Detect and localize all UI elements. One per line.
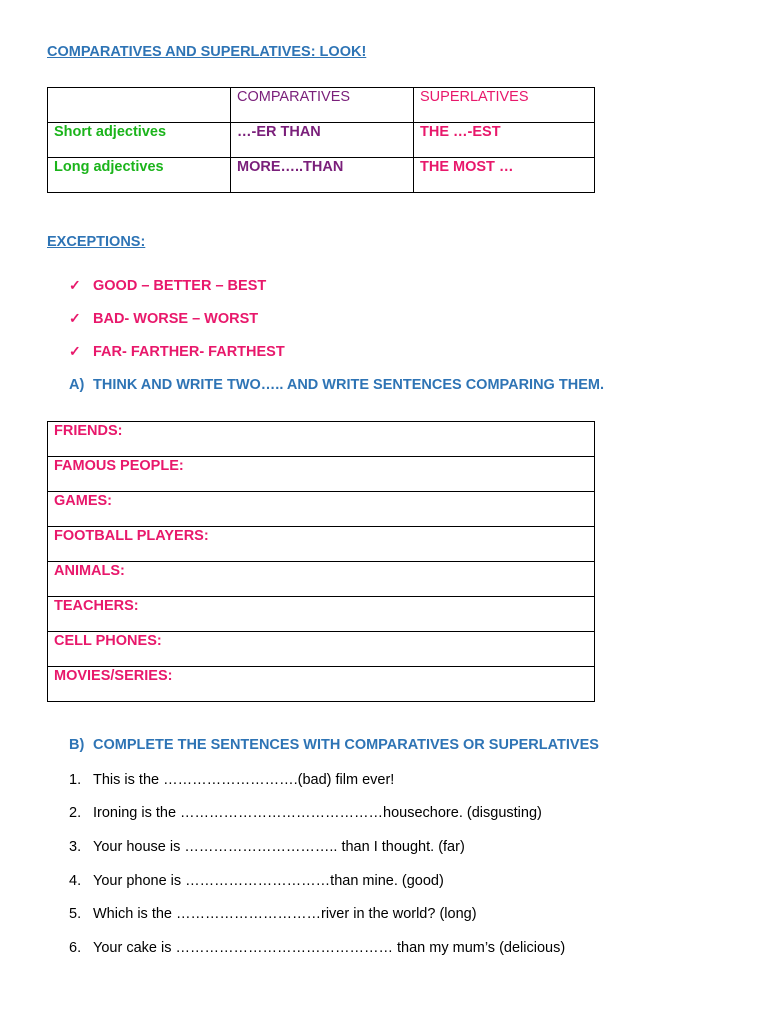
- table-row: [48, 597, 595, 632]
- table-row: [48, 123, 595, 158]
- list-item: ✓ FAR- FARTHER- FARTHEST: [69, 343, 285, 360]
- table-row: [48, 158, 595, 193]
- exercise-a-instruction: A) THINK AND WRITE TWO….. AND WRITE SENTENCES COMPARING THEM.: [69, 377, 604, 393]
- table-row: [48, 457, 595, 492]
- cell-short-comparative: …-ER THAN: [231, 123, 414, 158]
- list-item: 1. This is the ……………………….(bad) film ever!: [69, 772, 395, 788]
- exercise-b-instruction: B) COMPLETE THE SENTENCES WITH COMPARATIVES OR SUPERLATIVES: [69, 737, 599, 753]
- header-superlatives: SUPERLATIVES: [414, 88, 595, 123]
- list-item: 6. Your cake is ……………………………………… than my mum’s (delicious): [69, 940, 566, 956]
- topic-games: GAMES:: [48, 492, 595, 527]
- topic-football-players: FOOTBALL PLAYERS:: [48, 527, 595, 562]
- row-label-short: Short adjectives: [48, 123, 231, 158]
- list-item: 4. Your phone is …………………………than mine. (good): [69, 873, 444, 889]
- checkmark-icon: ✓: [69, 343, 81, 359]
- table-row: [48, 527, 595, 562]
- topic-friends: FRIENDS:: [48, 422, 595, 457]
- row-label-long: Long adjectives: [48, 158, 231, 193]
- list-item: ✓ GOOD – BETTER – BEST: [69, 277, 267, 294]
- list-item: 5. Which is the …………………………river in the world? (long): [69, 906, 477, 922]
- table-row: [48, 422, 595, 457]
- topic-cell-phones: CELL PHONES:: [48, 632, 595, 667]
- list-item: 3. Your house is ………………………….. than I thought. (far): [69, 839, 465, 855]
- topic-famous-people: FAMOUS PEOPLE:: [48, 457, 595, 492]
- table-row: [48, 632, 595, 667]
- cell-long-superlative: THE MOST …: [414, 158, 595, 193]
- topic-movies-series: MOVIES/SERIES:: [48, 667, 595, 702]
- cell-long-comparative: MORE…..THAN: [231, 158, 414, 193]
- table-row: [48, 492, 595, 527]
- table-row: [48, 88, 595, 123]
- topic-teachers: TEACHERS:: [48, 597, 595, 632]
- cell-short-superlative: THE …-EST: [414, 123, 595, 158]
- list-item: 2. Ironing is the ……………………………………housechore. (disgusting): [69, 805, 542, 821]
- topics-table: [47, 421, 595, 702]
- checkmark-icon: ✓: [69, 310, 81, 326]
- table-row: [48, 562, 595, 597]
- header-comparatives: COMPARATIVES: [231, 88, 414, 123]
- table-row: [48, 667, 595, 702]
- page-title: COMPARATIVES AND SUPERLATIVES: LOOK!: [47, 44, 367, 60]
- list-item: ✓ BAD- WORSE – WORST: [69, 310, 259, 327]
- topic-animals: ANIMALS:: [48, 562, 595, 597]
- checkmark-icon: ✓: [69, 277, 81, 293]
- grammar-table: [47, 87, 595, 193]
- header-cell-empty: [48, 88, 231, 123]
- exceptions-heading: EXCEPTIONS:: [47, 234, 146, 250]
